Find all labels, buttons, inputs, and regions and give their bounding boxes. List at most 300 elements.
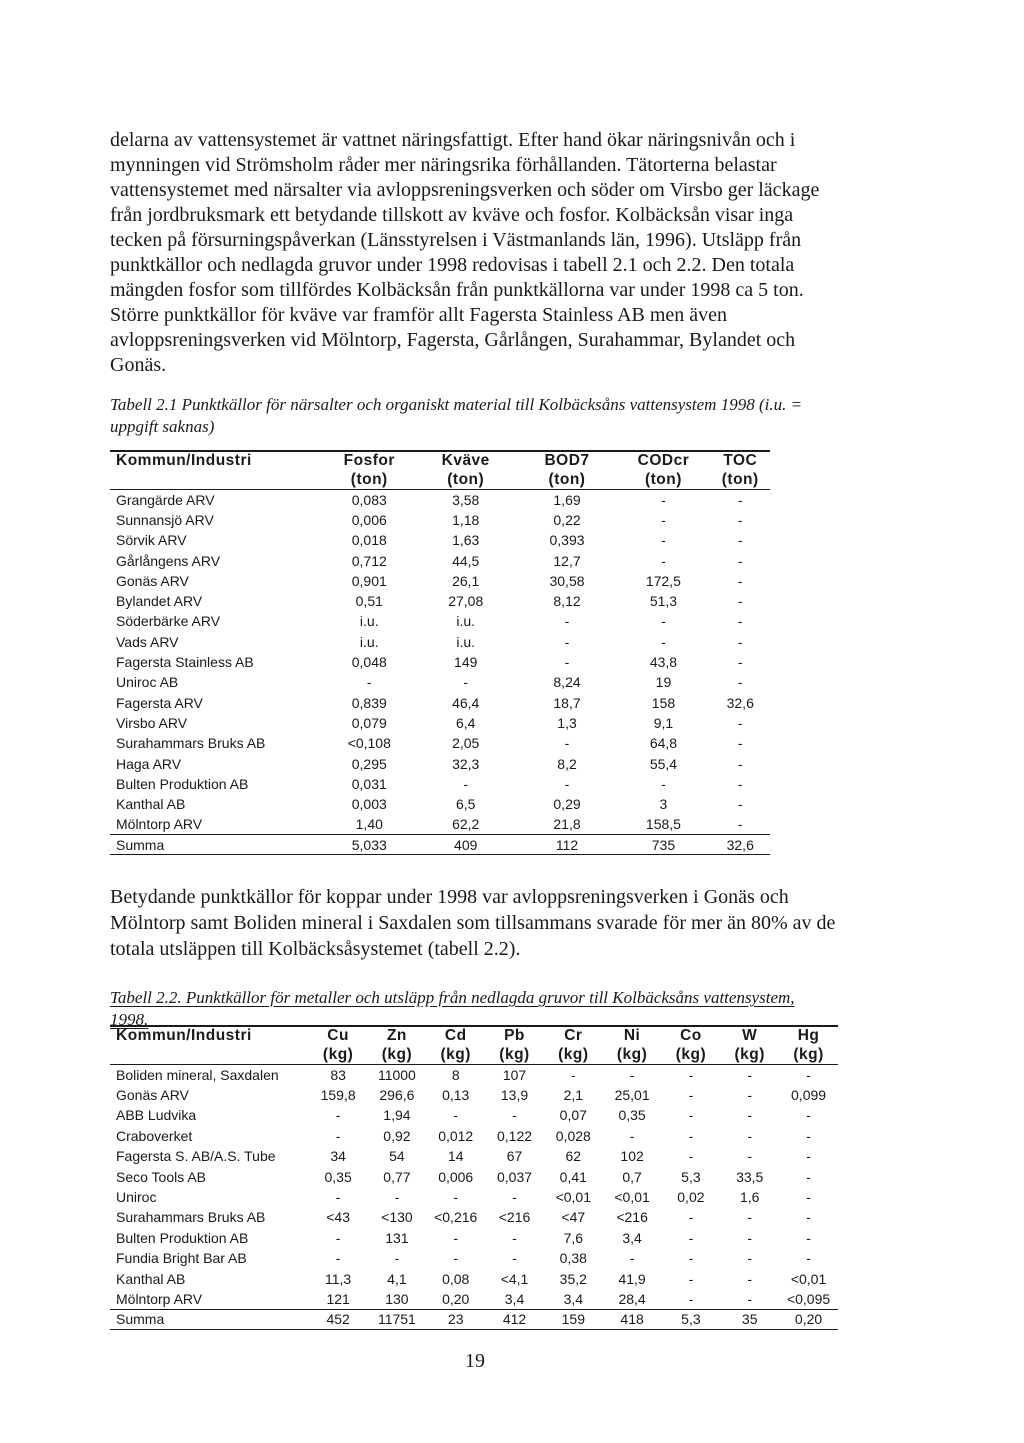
table-cell: 26,1 [452,572,480,589]
table-cell: 1,6 [739,1189,760,1206]
table-cell: - [688,1229,694,1246]
table-cell: Bylandet ARV [116,593,203,610]
table-cell: <216 [498,1209,531,1226]
table2-header-unit: (kg) [499,1046,530,1063]
table-cell: Fagersta S. AB/A.S. Tube [116,1148,276,1165]
table-cell: Virsbo ARV [116,714,188,731]
table-2-1 [110,450,770,855]
table2-header-label: Cd [444,1027,467,1044]
table-cell: 0,41 [559,1168,587,1185]
table-cell: Sörvik ARV [116,532,187,549]
table-cell: 11,3 [325,1270,352,1287]
table-cell: - [737,654,743,671]
table-cell: 14 [447,1148,464,1165]
table-cell: 0,20 [779,1309,838,1329]
table2-sum-row [110,1309,838,1329]
table-cell: 0,018 [351,532,387,549]
table-cell: - [806,1127,811,1144]
table-cell: 0,51 [355,593,383,610]
table-cell: 30,58 [549,572,585,589]
table-cell: 7,6 [563,1229,584,1246]
table1-header-label: Kväve [441,452,490,469]
table-cell: - [629,1127,635,1144]
table-cell: Surahammars Bruks AB [116,735,266,752]
table-cell: Grangärde ARV [116,491,215,508]
table-cell: <0,108 [347,735,391,752]
table2-header-unit: (kg) [793,1046,824,1063]
table-row [110,794,770,814]
table-cell: - [570,1066,576,1083]
table-cell: Kanthal AB [116,1270,186,1287]
table-row [110,1207,838,1227]
table1-header-label: Fosfor [343,452,395,469]
table-cell: 0,13 [442,1087,470,1104]
table-row [110,713,770,733]
table-cell: 159 [544,1309,603,1329]
table-row [110,1248,838,1268]
table-cell: <0,01 [790,1270,827,1287]
table-cell: 32,6 [726,694,754,711]
table-cell: <0,01 [555,1189,592,1206]
table-cell: Summa [110,835,325,855]
table-row [110,1105,838,1125]
table-row [110,814,770,834]
table-2-2-header-row [110,1026,838,1065]
table-cell: - [688,1209,694,1226]
table-row [110,733,770,753]
table1-header-label: TOC [723,452,758,469]
table-row [110,1126,838,1146]
table-cell: 34 [330,1148,346,1165]
table-cell: 418 [603,1309,662,1329]
table2-header-cell [309,1026,368,1065]
table-cell: 0,07 [559,1107,587,1124]
table-cell: 2,05 [452,735,480,752]
table-cell: 4,1 [387,1270,407,1287]
table-cell: 412 [485,1309,544,1329]
table-2-2-body [110,1065,838,1330]
table-cell: 8,12 [553,593,581,610]
table-cell: - [512,1107,517,1124]
table-cell: - [394,1250,400,1267]
table-cell: - [806,1148,811,1165]
table-cell: 1,94 [383,1107,411,1124]
table-cell: - [806,1229,811,1246]
table-cell: <0,095 [786,1290,831,1307]
table-cell: Fagersta Stainless AB [116,654,254,671]
table-cell: - [661,491,666,508]
table-cell: Uniroc [116,1189,157,1206]
table-cell: - [747,1148,753,1165]
table2-header-label: Co [680,1027,702,1044]
table-cell: 35 [720,1309,779,1329]
table-cell: - [335,1107,341,1124]
table2-header-cell [110,1026,309,1065]
table-cell: - [737,491,743,508]
table-cell: 0,393 [549,532,585,549]
table-cell: Fagersta ARV [116,694,203,711]
table-row [110,1268,838,1288]
table-cell: 11000 [377,1066,416,1083]
table-cell: Mölntorp ARV [116,1290,203,1307]
table-cell: 55,4 [649,755,678,772]
table-row [110,591,770,611]
table-cell: ABB Ludvika [116,1107,197,1124]
table2-header-unit: (kg) [440,1046,471,1063]
table1-header-label: CODcr [637,452,690,469]
table-cell: 1,63 [452,532,480,549]
table-cell: 6,4 [455,714,476,731]
table-cell: - [661,633,666,650]
table-cell: - [688,1270,694,1287]
table-cell: Summa [110,1309,309,1329]
table-cell: 158,5 [645,816,681,833]
table2-header-cell [368,1026,427,1065]
table1-header-cell [616,451,710,490]
table-cell: i.u. [359,613,379,630]
table2-header-cell [544,1026,603,1065]
table-cell: 62,2 [452,816,480,833]
table-cell: 0,02 [677,1189,705,1206]
table-cell: - [394,1189,400,1206]
table-cell: i.u. [456,633,476,650]
table-row [110,1187,838,1207]
table-cell: - [661,613,666,630]
table-cell: 25,01 [614,1087,650,1104]
table1-sum-row [110,835,770,855]
table-cell: - [747,1250,753,1267]
table2-header-cell [426,1026,485,1065]
table-cell: 5,3 [681,1168,701,1185]
table-cell: 3 [659,796,668,813]
table-2-2 [110,1025,838,1330]
table-cell: - [335,1229,341,1246]
table-cell: Seco Tools AB [116,1168,207,1185]
table-cell: 62 [565,1148,582,1165]
table-cell: - [688,1127,694,1144]
table-cell: - [564,654,570,671]
table2-header-label: Pb [504,1027,525,1044]
table1-header-unit: (ton) [644,471,682,488]
table-cell: - [737,775,743,792]
table-cell: - [747,1229,753,1246]
table-cell: - [737,593,743,610]
table-cell: 0,7 [622,1168,642,1185]
table-cell: - [688,1250,694,1267]
table-cell: <0,216 [434,1209,478,1226]
table-cell: 6,5 [455,796,476,813]
table-row [110,692,770,712]
table-cell: - [737,532,743,549]
table2-header-cell [720,1026,779,1065]
table-cell: <0,01 [614,1189,650,1206]
table-cell: Gonäs ARV [116,1087,189,1104]
table-cell: 452 [309,1309,368,1329]
table-2-1-body [110,490,770,855]
table-cell: Gonäs ARV [116,572,189,589]
table-cell: - [737,816,743,833]
table-cell: 43,8 [649,654,678,671]
table-row [110,1065,838,1085]
table-cell: 0,38 [559,1250,587,1267]
table-cell: - [747,1087,753,1104]
table-cell: <43 [326,1209,350,1226]
table-cell: 23 [426,1309,485,1329]
table-cell: 0,006 [351,511,387,528]
table-cell: 0,20 [442,1290,470,1307]
table-cell: - [512,1229,517,1246]
table-cell: Gårlångens ARV [116,552,221,569]
table-cell: - [806,1250,811,1267]
table-cell: 0,29 [553,796,581,813]
table-cell: - [747,1270,753,1287]
table2-header-unit: (kg) [675,1046,707,1063]
table-cell: 0,122 [496,1127,533,1144]
table-cell: 0,77 [383,1168,411,1185]
table-cell: i.u. [456,613,476,630]
table-cell: 33,5 [736,1168,764,1185]
table2-header-unit: (kg) [322,1046,354,1063]
table2-header-label: Cu [327,1027,349,1044]
table-cell: Boliden mineral, Saxdalen [116,1066,279,1083]
table2-header-label: W [742,1027,758,1044]
table2-header-unit: (kg) [734,1046,765,1063]
table-cell: - [737,552,743,569]
table1-header-cell [518,451,617,490]
table-cell: 0,083 [351,491,387,508]
table-cell: 149 [454,654,478,671]
table-cell: - [737,511,743,528]
table1-header-unit: (ton) [350,471,388,488]
table-cell: - [629,1066,635,1083]
table2-header-cell [485,1026,544,1065]
table-cell: - [747,1127,753,1144]
table-cell: 3,4 [563,1290,584,1307]
table-cell: 107 [502,1066,527,1083]
table-cell: - [564,613,570,630]
table-cell: 44,5 [452,552,480,569]
table-cell: 296,6 [379,1087,415,1104]
table2-header-label: Kommun/Industri [116,1027,252,1044]
table-cell: - [453,1250,459,1267]
table1-header-cell [110,451,325,490]
table-cell: - [737,613,743,630]
table1-header-unit: (ton) [721,471,759,488]
table-cell: 8,24 [553,674,581,691]
table-cell: 83 [330,1066,346,1083]
table-cell: - [806,1107,811,1124]
table-cell: - [737,755,743,772]
table-cell: Vads ARV [116,633,179,650]
table-cell: 0,003 [351,796,387,813]
table-cell: - [806,1189,811,1206]
table-cell: - [512,1189,517,1206]
table-row [110,1146,838,1166]
table-cell: 0,099 [791,1087,827,1104]
table-cell: - [747,1290,753,1307]
table-cell: <130 [381,1209,413,1226]
table-cell: 0,08 [442,1270,470,1287]
table-cell: Surahammars Bruks AB [116,1209,266,1226]
table-cell: 11751 [368,1309,427,1329]
body-paragraph-1: delarna av vattensystemet är vattnet näringsfattigt. Efter hand ökar näringsnivån och i mynningen vid Strömsholm råder mer näringsrika förhållanden. Tätorterna belastar vattensystemet med närsalter via avloppsreningsverken och söder om Virsbo ger läckage från jordbruksmark ett betydande tillskott av kväve och fosfor. Kolbäcksån visar inga tecken på försurningspåverkan (Länsstyrelsen i Västmanlands län, 1996). Utsläpp från punktkällor och nedlagda gruvor under 1998 redovisas i tabell 2.1 och 2.2. Den totala mängden fosfor som tillfördes Kolbäcksån från punktkällorna var under 1998 ca 5 ton. Större punktkällor för kväve var framför allt Fagersta Stainless AB men även avloppsreningsverken vid Mölntorp, Fagersta, Gårlången, Surahammar, Bylandet och Gonäs. [110,129,820,376]
table-cell: 131 [385,1229,409,1246]
table-cell: 2,1 [563,1087,584,1104]
table-cell: 102 [620,1148,644,1165]
table-cell: - [463,674,469,691]
table-cell: - [366,674,372,691]
table-cell: 0,712 [351,552,387,569]
table-cell: Fundia Bright Bar AB [116,1250,247,1267]
table-cell: <4,1 [500,1270,529,1287]
table-cell: Craboverket [116,1127,193,1144]
table-row [110,672,770,692]
table-cell: <47 [561,1209,586,1226]
table2-header-label: Ni [623,1027,641,1044]
table-cell: 0,079 [351,714,387,731]
table-cell: - [806,1168,811,1185]
table-cell: - [564,775,570,792]
table-cell: 28,4 [618,1290,646,1307]
table-cell: - [564,735,570,752]
table2-header-label: Hg [797,1027,820,1044]
table-cell: - [737,735,743,752]
table2-header-unit: (kg) [616,1046,648,1063]
table-cell: - [747,1066,753,1083]
table1-header-label: Kommun/Industri [116,452,252,469]
table-cell: 13,9 [500,1087,529,1104]
table-cell: 19 [655,674,672,691]
table-cell: 0,012 [438,1127,474,1144]
table-cell: 35,2 [559,1270,587,1287]
table-cell: - [688,1148,694,1165]
table-cell: 1,69 [553,491,581,508]
table-cell: 54 [389,1148,405,1165]
table-2-1-header-row [110,451,770,490]
table-cell: Bulten Produktion AB [116,775,249,792]
table-row [110,550,770,570]
table-row [110,490,770,510]
table-cell: - [453,1229,459,1246]
table-cell: 41,9 [618,1270,646,1287]
table-cell: - [806,1066,811,1083]
table-cell: 735 [616,835,710,855]
table-cell: Bulten Produktion AB [116,1229,249,1246]
table2-header-cell [662,1026,721,1065]
table2-header-label: Zn [386,1027,407,1044]
table-cell: - [661,511,666,528]
table-cell: 0,35 [618,1107,646,1124]
table-row [110,530,770,550]
table-cell: 409 [414,835,518,855]
table-row [110,611,770,631]
table1-header-cell [325,451,414,490]
table2-header-cell [603,1026,662,1065]
table-cell: - [688,1290,694,1307]
table-cell: - [335,1127,341,1144]
table-cell: 159,8 [320,1087,356,1104]
page-number: 19 [465,1350,485,1372]
table2-header-unit: (kg) [381,1046,413,1063]
table-cell: 5,033 [325,835,414,855]
table1-header-cell [414,451,518,490]
table-cell: - [737,714,743,731]
table-cell: 172,5 [645,572,681,589]
table-cell: - [463,775,469,792]
table-row [110,753,770,773]
table2-header-unit: (kg) [558,1046,589,1063]
table-cell: 67 [506,1148,523,1165]
table-row [110,1289,838,1309]
table-cell: 0,901 [351,572,387,589]
table-row [110,510,770,530]
table-cell: Kanthal AB [116,796,186,813]
body-paragraph-2: Betydande punktkällor för koppar under 1998 var avloppsreningsverken i Gonäs och Mölntorp samt Boliden mineral i Saxdalen som tillsammans svarade för mer än 80% av de totala utsläppen till Kolbäcksåsystemet (tabell 2.2). [110,886,836,960]
table1-header-unit: (ton) [548,471,586,488]
table-cell: - [512,1250,517,1267]
table-cell: Haga ARV [116,755,182,772]
table-cell: 46,4 [452,694,480,711]
table-cell: 32,6 [710,835,770,855]
table-cell: 32,3 [452,755,480,772]
table1-header-cell [710,451,770,490]
table-cell: 0,839 [351,694,387,711]
table-cell: 0,35 [324,1168,352,1185]
table-row [110,1166,838,1186]
table-cell: 3,4 [504,1290,525,1307]
table-cell: 158 [651,694,676,711]
table-cell: - [453,1107,459,1124]
table-cell: - [737,633,743,650]
table-cell: - [806,1209,811,1226]
table-cell: 0,92 [383,1127,411,1144]
table-cell: 3,58 [452,491,480,508]
table-cell: 0,037 [496,1168,533,1185]
table-cell: 0,028 [555,1127,591,1144]
table-cell: i.u. [359,633,379,650]
table-cell: 130 [385,1290,409,1307]
table-cell: 0,22 [553,511,581,528]
table2-header-cell [779,1026,838,1065]
table-cell: 27,08 [448,593,484,610]
table-cell: 112 [518,835,617,855]
table-2-1-caption: Tabell 2.1 Punktkällor för närsalter och organiskt material till Kolbäcksåns vattensystem 1998 (i.u. = uppgift saknas) [110,395,803,436]
table-cell: - [737,572,743,589]
table-row [110,1085,838,1105]
table1-header-unit: (ton) [447,471,485,488]
table-cell: - [629,1250,635,1267]
table-cell: 0,031 [351,775,387,792]
table-cell: - [661,775,666,792]
table-cell: - [453,1189,459,1206]
table-cell: <216 [616,1209,648,1226]
table-cell: Sunnansjö ARV [116,511,214,528]
table-cell: - [661,552,666,569]
table-cell: - [688,1107,694,1124]
table-cell: 1,18 [452,511,480,528]
table-cell: 0,048 [351,654,387,671]
table-cell: 12,7 [553,552,581,569]
table-cell: Uniroc AB [116,674,179,691]
table-cell: 3,4 [622,1229,642,1246]
table-cell: 0,295 [351,755,387,772]
table-row [110,774,770,794]
table-cell: - [688,1087,694,1104]
table-cell: - [564,633,570,650]
table-cell: 18,7 [553,694,581,711]
table-cell: 51,3 [649,593,678,610]
table-cell: - [747,1107,753,1124]
